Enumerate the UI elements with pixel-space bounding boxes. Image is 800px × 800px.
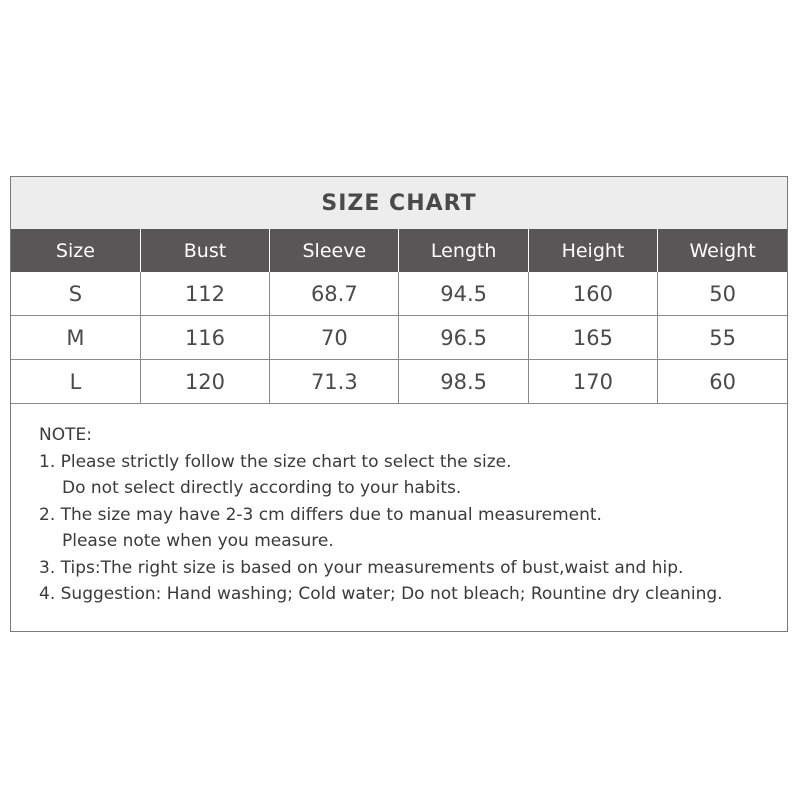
note-line: Please note when you measure. — [62, 531, 334, 551]
table-cell: 94.5 — [399, 272, 528, 316]
table-cell: 98.5 — [399, 360, 528, 404]
header-sleeve: Sleeve — [270, 229, 399, 272]
note-line: 3. Tips:The right size is based on your measurements of bust,waist and hip. — [39, 557, 684, 578]
chart-title: SIZE CHART — [11, 177, 787, 229]
table-cell: 170 — [528, 360, 657, 404]
table-cell: 96.5 — [399, 316, 528, 360]
size-table — [11, 229, 787, 404]
header-height: Height — [528, 229, 657, 272]
table-cell: S — [11, 272, 140, 316]
note-line: 2. The size may have 2-3 cm differs due to manual measurement. — [39, 504, 602, 525]
table-cell: L — [11, 360, 140, 404]
note-line: Do not select directly according to your habits. — [62, 478, 462, 498]
note-line: 1. Please strictly follow the size chart to select the size. — [39, 451, 512, 472]
table-cell: 160 — [528, 272, 657, 316]
table-cell: 116 — [140, 316, 269, 360]
table-cell: 68.7 — [270, 272, 399, 316]
table-cell: 71.3 — [270, 360, 399, 404]
table-cell: 55 — [658, 316, 787, 360]
header-bust: Bust — [140, 229, 269, 272]
note-line: 4. Suggestion: Hand washing; Cold water; Do not bleach; Rountine dry cleaning. — [39, 584, 723, 604]
notes-heading: NOTE: — [39, 425, 92, 445]
header-size: Size — [11, 229, 140, 272]
table-cell: 50 — [658, 272, 787, 316]
table-cell: 60 — [658, 360, 787, 404]
table-row — [11, 360, 787, 404]
table-cell: 120 — [140, 360, 269, 404]
table-header-row — [11, 229, 787, 272]
size-chart — [10, 176, 788, 632]
table-cell: 112 — [140, 272, 269, 316]
header-weight: Weight — [658, 229, 787, 272]
table-row — [11, 316, 787, 360]
table-cell: M — [11, 316, 140, 360]
table-cell: 70 — [270, 316, 399, 360]
table-cell: 165 — [528, 316, 657, 360]
table-row — [11, 272, 787, 316]
notes-section — [11, 404, 787, 608]
header-length: Length — [399, 229, 528, 272]
